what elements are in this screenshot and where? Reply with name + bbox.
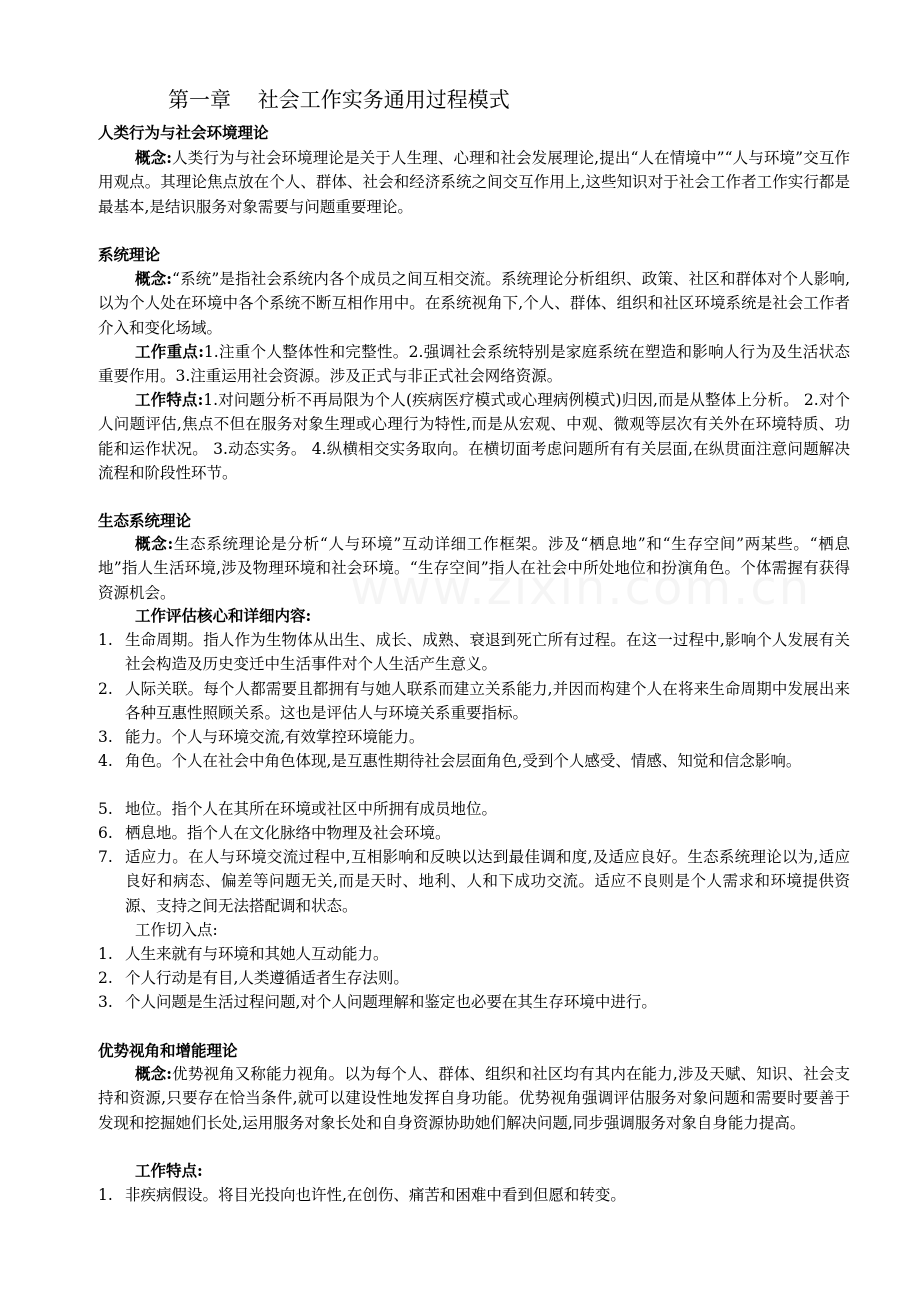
list-text: 个人行动是有目,人类遵循适者生存法则。 — [125, 969, 409, 987]
list-item — [98, 725, 850, 749]
list-item — [98, 1183, 850, 1207]
section-heading-ecosystems: 生态系统理论 — [98, 512, 192, 530]
list-number: 4. — [98, 752, 113, 770]
paragraph-concept-human-behavior — [98, 146, 850, 219]
work-features-text: 1.对问题分析不再局限为个人(疾病医疗模式或心理病例模式)归因,而是从整体上分析。 2.对个人问题评估,焦点不但在服务对象生理或心理行为特性,而是从宏观、中观、微观等层次有关外在环境特质、功能和运作状况。 3.动态实务。 4.纵横相交实务取向。在横切面考虑问题所有有关层面,在纵贯面注意问题解决流程和阶段性环节。 — [98, 391, 850, 482]
concept-text: “系统”是指社会系统内各个成员之间互相交流。系统理论分析组织、政策、社区和群体对个人影响,以为个人处在环境中各个系统不断互相作用中。在系统视角下,个人、群体、组织和社区环境系统是社会工作者介入和变化场域。 — [98, 270, 850, 337]
work-focus-label: 工作重点: — [135, 342, 204, 361]
work-features-label: 工作特点: — [135, 390, 204, 409]
list-item — [98, 990, 850, 1014]
list-text: 地位。指个人在其所在环境或社区中所拥有成员地位。 — [125, 800, 498, 818]
list-number: 1. — [98, 1186, 113, 1204]
list-number: 1. — [98, 631, 113, 649]
list-item — [98, 966, 850, 990]
list-number: 2. — [98, 969, 113, 987]
subheading-assessment: 工作评估核心和详细内容: — [135, 606, 312, 625]
work-focus-text: 1.注重个人整体性和完整性。2.强调社会系统特别是家庭系统在塑造和影响人行为及生活状态重要作用。3.注重运用社会资源。涉及正式与非正式社会网络资源。 — [98, 343, 850, 386]
list-number: 6. — [98, 824, 113, 842]
list-text: 适应力。在人与环境交流过程中,互相影响和反映以达到最佳调和度,及适应良好。生态系统理论以为,适应良好和病态、偏差等问题无关,而是天时、地利、人和下成功交流。适应不良则是个人需求和环境提供资源、支持之间无法搭配调和状态。 — [125, 848, 850, 915]
list-text: 人生来就有与环境和其她人互动能力。 — [125, 945, 389, 963]
list-item — [98, 942, 850, 966]
list-item — [98, 628, 850, 677]
list-item — [98, 797, 850, 821]
list-number: 3. — [98, 993, 113, 1011]
subheading-entry-points: 工作切入点: — [135, 921, 218, 939]
section-heading-human-behavior: 人类行为与社会环境理论 — [98, 124, 269, 142]
list-item — [98, 821, 850, 845]
list-number: 7. — [98, 848, 113, 866]
concept-text: 生态系统理论是分析“人与环境”互动详细工作框架。涉及“栖息地”和“生存空间”两某些。“栖息地”指人生活环境,涉及物理环境和社会环境。“生存空间”指人在社会中所处地位和扮演角色。个体需握有获得资源机会。 — [98, 535, 850, 602]
list-text: 非疾病假设。将目光投向也许性,在创伤、痛苦和困难中看到但愿和转变。 — [125, 1186, 626, 1204]
list-text: 个人问题是生活过程问题,对个人问题理解和鉴定也必要在其生存环境中进行。 — [125, 993, 657, 1011]
list-item — [98, 749, 850, 773]
list-text: 栖息地。指个人在文化脉络中物理及社会环境。 — [125, 824, 451, 842]
section-heading-systems: 系统理论 — [98, 246, 161, 264]
concept-text: 人类行为与社会环境理论是关于人生理、心理和社会发展理论,提出“人在情境中”“人与环境”交互作用观点。其理论焦点放在个人、群体、社会和经济系统之间交互作用上,这些知识对于社会工作者工作实行都是最基本,是结识服务对象需要与问题重要理论。 — [98, 149, 850, 216]
paragraph-work-focus — [98, 340, 850, 389]
paragraph-concept-systems — [98, 267, 850, 340]
list-text: 人际关联。每个人都需要且都拥有与她人联系而建立关系能力,并因而构建个人在将来生命周期中发展出来各种互惠性照顾关系。这也是评估人与环境关系重要指标。 — [125, 680, 850, 723]
list-number: 2. — [98, 680, 113, 698]
concept-label: 概念: — [135, 1064, 173, 1083]
paragraph-work-features — [98, 388, 850, 485]
list-number: 1. — [98, 945, 113, 963]
concept-label: 概念: — [135, 148, 172, 167]
paragraph-concept-ecosystems — [98, 532, 850, 605]
subheading-work-features: 工作特点: — [135, 1161, 203, 1180]
list-number: 5. — [98, 800, 113, 818]
list-text: 角色。个人在社会中角色体现,是互惠性期待社会层面角色,受到个人感受、情感、知觉和信念影响。 — [125, 752, 802, 770]
list-text: 能力。个人与环境交流,有效掌控环境能力。 — [125, 728, 425, 746]
list-number: 3. — [98, 728, 113, 746]
concept-text: 优势视角又称能力视角。以为每个人、群体、组织和社区均有其内在能力,涉及天赋、知识、社会支持和资源,只要存在恰当条件,就可以建设性地发挥自身功能。优势视角强调评估服务对象问题和需要时要善于发现和挖掘她们长处,运用服务对象长处和自身资源协助她们解决问题,同步强调服务对象自身能力提高。 — [98, 1065, 850, 1132]
list-text: 生命周期。指人作为生物体从出生、成长、成熟、衰退到死亡所有过程。在这一过程中,影响个人发展有关社会构造及历史变迁中生活事件对个人生活产生意义。 — [125, 631, 850, 674]
concept-label: 概念: — [135, 269, 173, 288]
section-heading-strengths: 优势视角和增能理论 — [98, 1042, 238, 1060]
chapter-title: 第一章 社会工作实务通用过程模式 — [168, 88, 510, 112]
list-item — [98, 845, 850, 918]
list-item — [98, 677, 850, 726]
concept-label: 概念: — [135, 534, 174, 553]
paragraph-concept-strengths — [98, 1062, 850, 1135]
